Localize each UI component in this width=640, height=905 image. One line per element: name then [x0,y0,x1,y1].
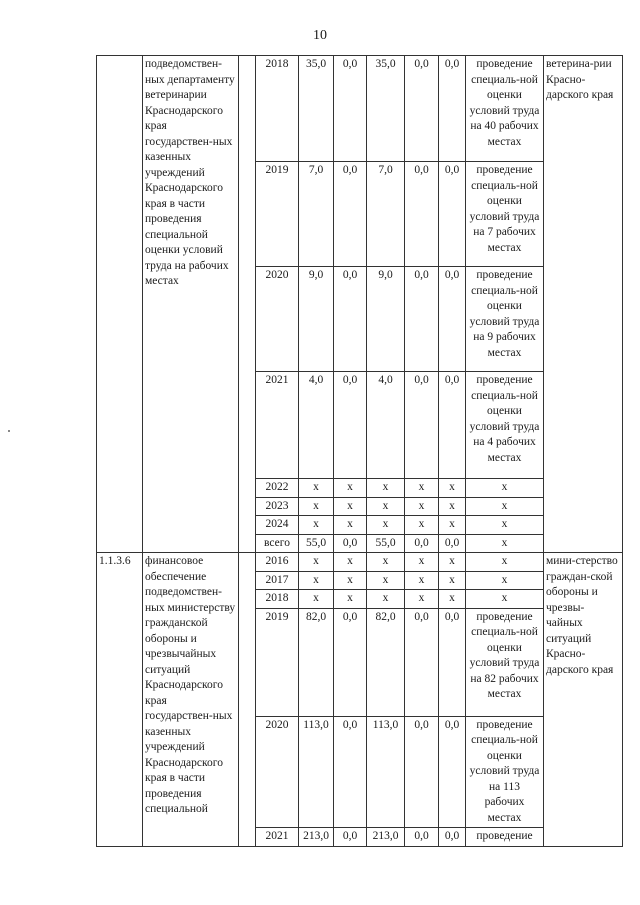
cell-c1: 0,0 [334,534,367,553]
cell-c1: 0,0 [334,372,367,479]
cell-c1: х [334,553,367,572]
cell-c2: 113,0 [367,716,405,828]
cell-c3: 0,0 [405,56,439,162]
cell-c4: 0,0 [439,162,466,267]
cell-c4: х [439,479,466,498]
cell-c2: 82,0 [367,608,405,716]
cell-c1: 0,0 [334,828,367,847]
cell-total: х [299,590,334,609]
cell-year: 2021 [256,828,299,847]
cell-total: 7,0 [299,162,334,267]
cell-c4: х [439,497,466,516]
cell-c4: 0,0 [439,267,466,372]
cell-year: 2024 [256,516,299,535]
cell-c3: 0,0 [405,372,439,479]
cell-desc: проведение [466,828,544,847]
cell-c2: 9,0 [367,267,405,372]
cell-year: 2017 [256,571,299,590]
cell-desc: х [466,516,544,535]
row-executor: ветерина-рии Красно-дарского края [544,56,623,553]
cell-c4: 0,0 [439,828,466,847]
cell-year: 2016 [256,553,299,572]
cell-c2: х [367,571,405,590]
cell-year: 2019 [256,608,299,716]
cell-c1: 0,0 [334,716,367,828]
scan-mark [8,430,10,432]
cell-c4: х [439,553,466,572]
cell-c4: 0,0 [439,608,466,716]
table-row [97,56,623,162]
cell-c2: 55,0 [367,534,405,553]
row-executor: мини-стерство граждан-ской обороны и чрезвы-чайных ситуаций Красно-дарского края [544,553,623,847]
cell-c3: х [405,497,439,516]
cell-c3: х [405,553,439,572]
cell-c4: 0,0 [439,716,466,828]
cell-total: х [299,571,334,590]
cell-total: 9,0 [299,267,334,372]
cell-year: 2023 [256,497,299,516]
cell-c3: 0,0 [405,267,439,372]
cell-desc: х [466,553,544,572]
cell-c3: 0,0 [405,608,439,716]
cell-c3: х [405,571,439,590]
cell-total: х [299,497,334,516]
cell-c2: 213,0 [367,828,405,847]
row-name: финансовое обеспечение подведомствен-ных министерству гражданской обороны и чрезвычайных ситуаций Краснодарского края государствен-ных казенных учреждений Краснодарского края в части проведения специальной [143,553,239,847]
cell-c2: 4,0 [367,372,405,479]
table-row [97,553,623,572]
cell-c1: 0,0 [334,267,367,372]
cell-c3: 0,0 [405,534,439,553]
cell-desc: х [466,534,544,553]
cell-total: 113,0 [299,716,334,828]
cell-c2: х [367,516,405,535]
cell-desc: проведение специаль-ной оценки условий труда на 82 рабочих местах [466,608,544,716]
cell-c1: 0,0 [334,608,367,716]
cell-c1: х [334,516,367,535]
cell-desc: х [466,590,544,609]
cell-c4: х [439,516,466,535]
cell-desc: проведение специаль-ной оценки условий труда на 7 рабочих местах [466,162,544,267]
cell-c1: х [334,571,367,590]
row-code [97,56,143,553]
cell-c2: х [367,553,405,572]
cell-desc: х [466,497,544,516]
cell-year: 2021 [256,372,299,479]
cell-c2: х [367,497,405,516]
cell-year: 2022 [256,479,299,498]
cell-total: 82,0 [299,608,334,716]
cell-c1: х [334,497,367,516]
cell-c2: 7,0 [367,162,405,267]
cell-c3: х [405,516,439,535]
cell-total: х [299,516,334,535]
cell-total: 213,0 [299,828,334,847]
cell-c2: 35,0 [367,56,405,162]
cell-c3: 0,0 [405,828,439,847]
cell-desc: проведение специаль-ной оценки условий труда на 9 рабочих местах [466,267,544,372]
cell-year: 2020 [256,716,299,828]
cell-year: всего [256,534,299,553]
cell-desc: проведение специаль-ной оценки условий труда на 40 рабочих местах [466,56,544,162]
cell-c1: 0,0 [334,162,367,267]
cell-c4: 0,0 [439,372,466,479]
cell-c4: 0,0 [439,56,466,162]
cell-c3: 0,0 [405,162,439,267]
cell-year: 2020 [256,267,299,372]
cell-desc: проведение специаль-ной оценки условий труда на 113 рабочих местах [466,716,544,828]
cell-c3: х [405,590,439,609]
cell-c1: х [334,590,367,609]
cell-total: х [299,553,334,572]
cell-c3: х [405,479,439,498]
empty-cell [239,553,256,847]
cell-year: 2018 [256,56,299,162]
cell-c2: х [367,590,405,609]
cell-total: х [299,479,334,498]
cell-desc: проведение специаль-ной оценки условий труда на 4 рабочих местах [466,372,544,479]
empty-cell [239,56,256,553]
cell-year: 2019 [256,162,299,267]
cell-total: 55,0 [299,534,334,553]
row-code: 1.1.3.6 [97,553,143,847]
cell-total: 4,0 [299,372,334,479]
page-number: 10 [313,28,327,43]
cell-c2: х [367,479,405,498]
program-table [96,55,623,847]
cell-total: 35,0 [299,56,334,162]
cell-desc: х [466,479,544,498]
cell-c1: 0,0 [334,56,367,162]
cell-desc: х [466,571,544,590]
cell-c3: 0,0 [405,716,439,828]
row-name: подведомствен-ных департаменту ветеринарии Краснодарского края государствен-ных казенных учреждений Краснодарского края в части проведения специальной оценки условий труда на рабочих местах [143,56,239,553]
cell-c4: 0,0 [439,534,466,553]
cell-c4: х [439,590,466,609]
cell-c4: х [439,571,466,590]
cell-year: 2018 [256,590,299,609]
cell-c1: х [334,479,367,498]
